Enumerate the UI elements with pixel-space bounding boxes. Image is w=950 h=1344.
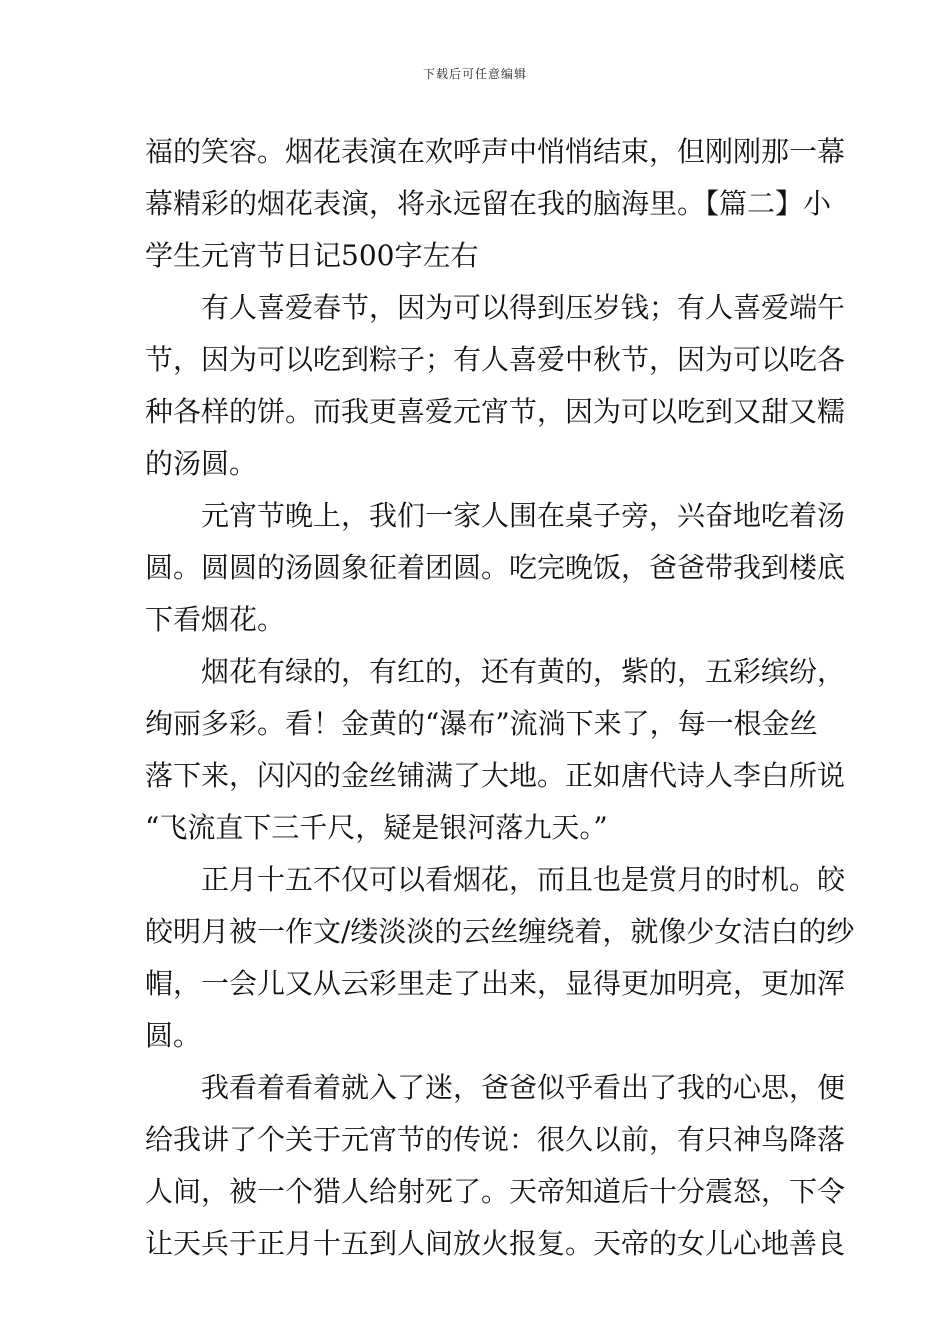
text-line: 帽，一会儿又从云彩里走了出来，显得更加明亮，更加浑 <box>145 967 846 1000</box>
text-line: “飞流直下三千尺，疑是银河落九天。” <box>145 811 608 844</box>
page-header: 下载后可任意编辑 <box>422 67 527 81</box>
text-line: 落下来，闪闪的金丝铺满了大地。正如唐代诗人李白所说 <box>145 759 846 792</box>
text-line: 元宵节晚上，我们一家人围在桌子旁，兴奋地吃着汤 <box>201 499 846 532</box>
text-line: 让天兵于正月十五到人间放火报复。天帝的女儿心地善良 <box>145 1227 846 1260</box>
text-line: 福的笑容。烟花表演在欢呼声中悄悄结束，但刚刚那一幕 <box>145 135 846 168</box>
text-line: 绚丽多彩。看！金黄的“瀑布”流淌下来了，每一根金丝 <box>145 707 818 740</box>
text-line: 正月十五不仅可以看烟花，而且也是赏月的时机。皎 <box>201 863 846 896</box>
text-line: 圆。圆圆的汤圆象征着团圆。吃完晚饭，爸爸带我到楼底 <box>145 551 846 584</box>
text-line: 圆。 <box>145 1019 202 1052</box>
text-line: 种各样的饼。而我更喜爱元宵节，因为可以吃到又甜又糯 <box>145 395 846 428</box>
body-text <box>145 126 855 1270</box>
text-line: 节，因为可以吃到粽子；有人喜爱中秋节，因为可以吃各 <box>145 343 846 376</box>
text-line: 给我讲了个关于元宵节的传说：很久以前，有只神鸟降落 <box>145 1123 846 1156</box>
text-line: 幕精彩的烟花表演，将永远留在我的脑海里。【篇二】小 <box>145 187 832 220</box>
text-line: 皎明月被一作文/缕淡淡的云丝缠绕着，就像少女洁白的纱 <box>145 915 855 948</box>
text-line: 学生元宵节日记500字左右 <box>145 239 479 272</box>
text-line: 我看着看着就入了迷，爸爸似乎看出了我的心思，便 <box>201 1071 846 1104</box>
text-line: 人间，被一个猎人给射死了。天帝知道后十分震怒，下令 <box>145 1175 846 1208</box>
text-line: 下看烟花。 <box>145 603 286 636</box>
text-line: 的汤圆。 <box>145 447 258 480</box>
text-line: 有人喜爱春节，因为可以得到压岁钱；有人喜爱端午 <box>201 291 846 324</box>
text-line: 烟花有绿的，有红的，还有黄的，紫的，五彩缤纷， <box>201 655 846 688</box>
